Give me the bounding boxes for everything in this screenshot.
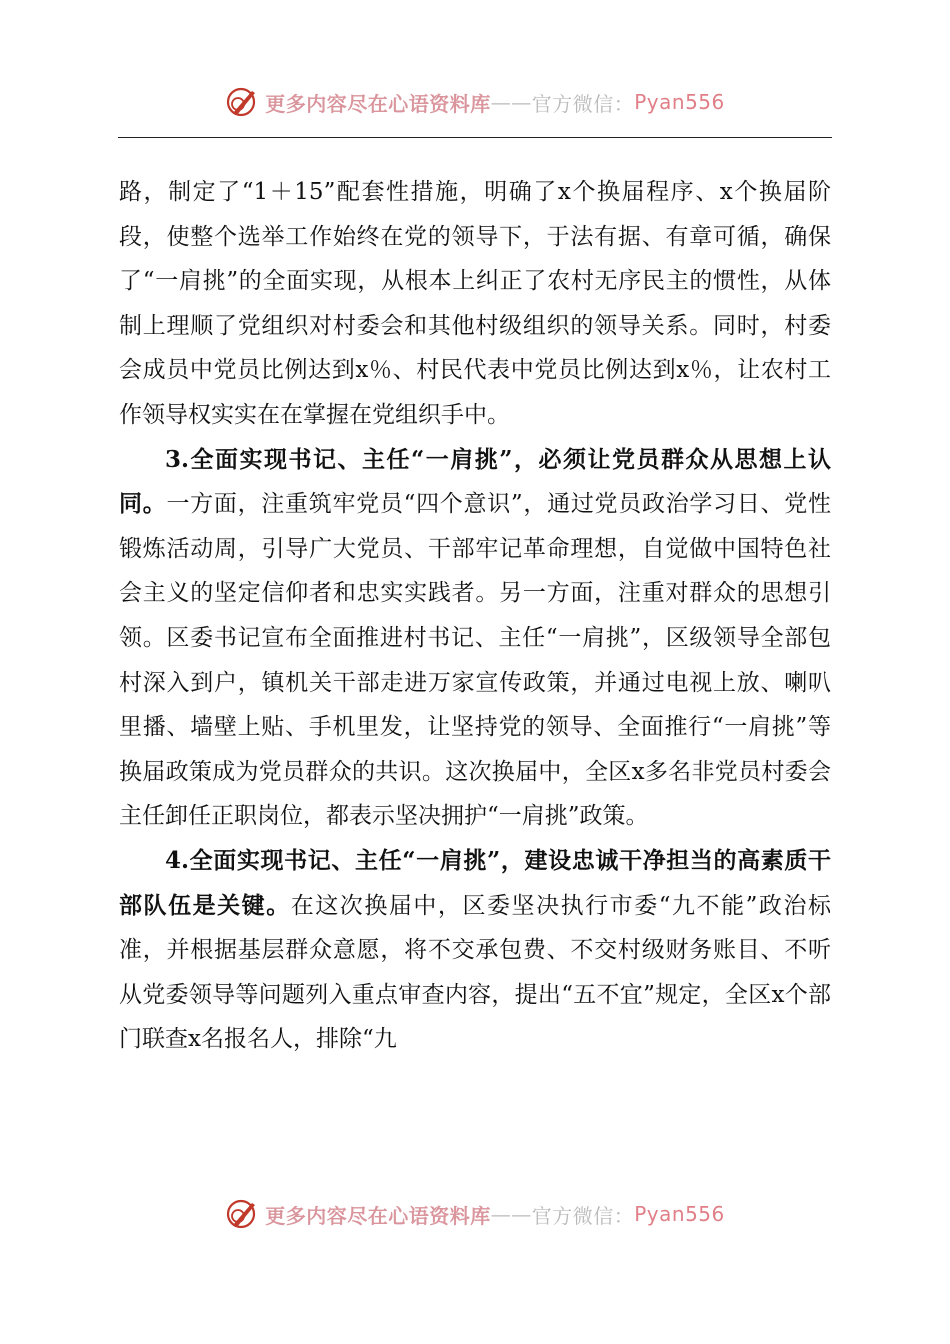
watermark-title: 更多内容尽在心语资料库 (265, 91, 491, 116)
paragraph-section-3 (119, 438, 831, 839)
watermark-wechat-id: Pyan556 (634, 1202, 725, 1226)
watermark-footer (0, 1194, 950, 1234)
section-heading: 3.全面实现书记、主任“一肩挑”，必须让党员群众从思想上认同。 (119, 445, 831, 518)
header-divider (118, 137, 832, 138)
paragraph-text: 一方面，注重筑牢党员“四个意识”，通过党员政治学习日、党性锻炼活动周，引导广大党员、干部牢记革命理想，自觉做中国特色社会主义的坚定信仰者和忠实实践者。另一方面，注重对群众的思想引领。区委书记宣布全面推进村书记、主任“一肩挑”，区级领导全部包村深入到户，镇机关干部走进万家宣传政策，并通过电视上放、喇叭里播、墙壁上贴、手机里发，让坚持党的领导、全面推行“一肩挑”等换届政策成为党员群众的共识。这次换届中，全区x多名非党员村委会主任卸任正职岗位，都表示坚决拥护“一肩挑”政策。 (119, 491, 831, 830)
paragraph-text: 在这次换届中，区委坚决执行市委“九不能”政治标准，并根据基层群众意愿，将不交承包费、不交村级财务账目、不听从党委领导等问题列入重点审查内容，提出“五不宜”规定，全区x个部门联查x名报名人，排除“九 (119, 892, 831, 1053)
paragraph-section-4 (119, 839, 831, 1062)
paragraph-continued (119, 170, 831, 438)
watermark-title: 更多内容尽在心语资料库 (265, 1203, 491, 1228)
watermark-header (0, 82, 950, 122)
paragraph-text: 路，制定了“1＋15”配套性措施，明确了x个换届程序、x个换届阶段，使整个选举工作始终在党的领导下，于法有据、有章可循，确保了“一肩挑”的全面实现，从根本上纠正了农村无序民主的惯性，从体制上理顺了党组织对村委会和其他村级组织的领导关系。同时，村委会成员中党员比例达到x％、村民代表中党员比例达到x％，让农村工作领导权实实在在掌握在党组织手中。 (119, 179, 831, 428)
document-body (119, 170, 831, 1062)
watermark-dash: —— (490, 90, 532, 114)
pen-logo-icon (225, 85, 259, 119)
pen-logo-icon (225, 1197, 259, 1231)
watermark-wechat-label: 官方微信： (531, 91, 635, 116)
section-heading: 4.全面实现书记、主任“一肩挑”，建设忠诚干净担当的高素质干部队伍是关键。 (119, 846, 831, 919)
watermark-wechat-label: 官方微信： (531, 1203, 635, 1228)
watermark-wechat-id: Pyan556 (634, 90, 725, 114)
watermark-dash: —— (490, 1202, 532, 1226)
